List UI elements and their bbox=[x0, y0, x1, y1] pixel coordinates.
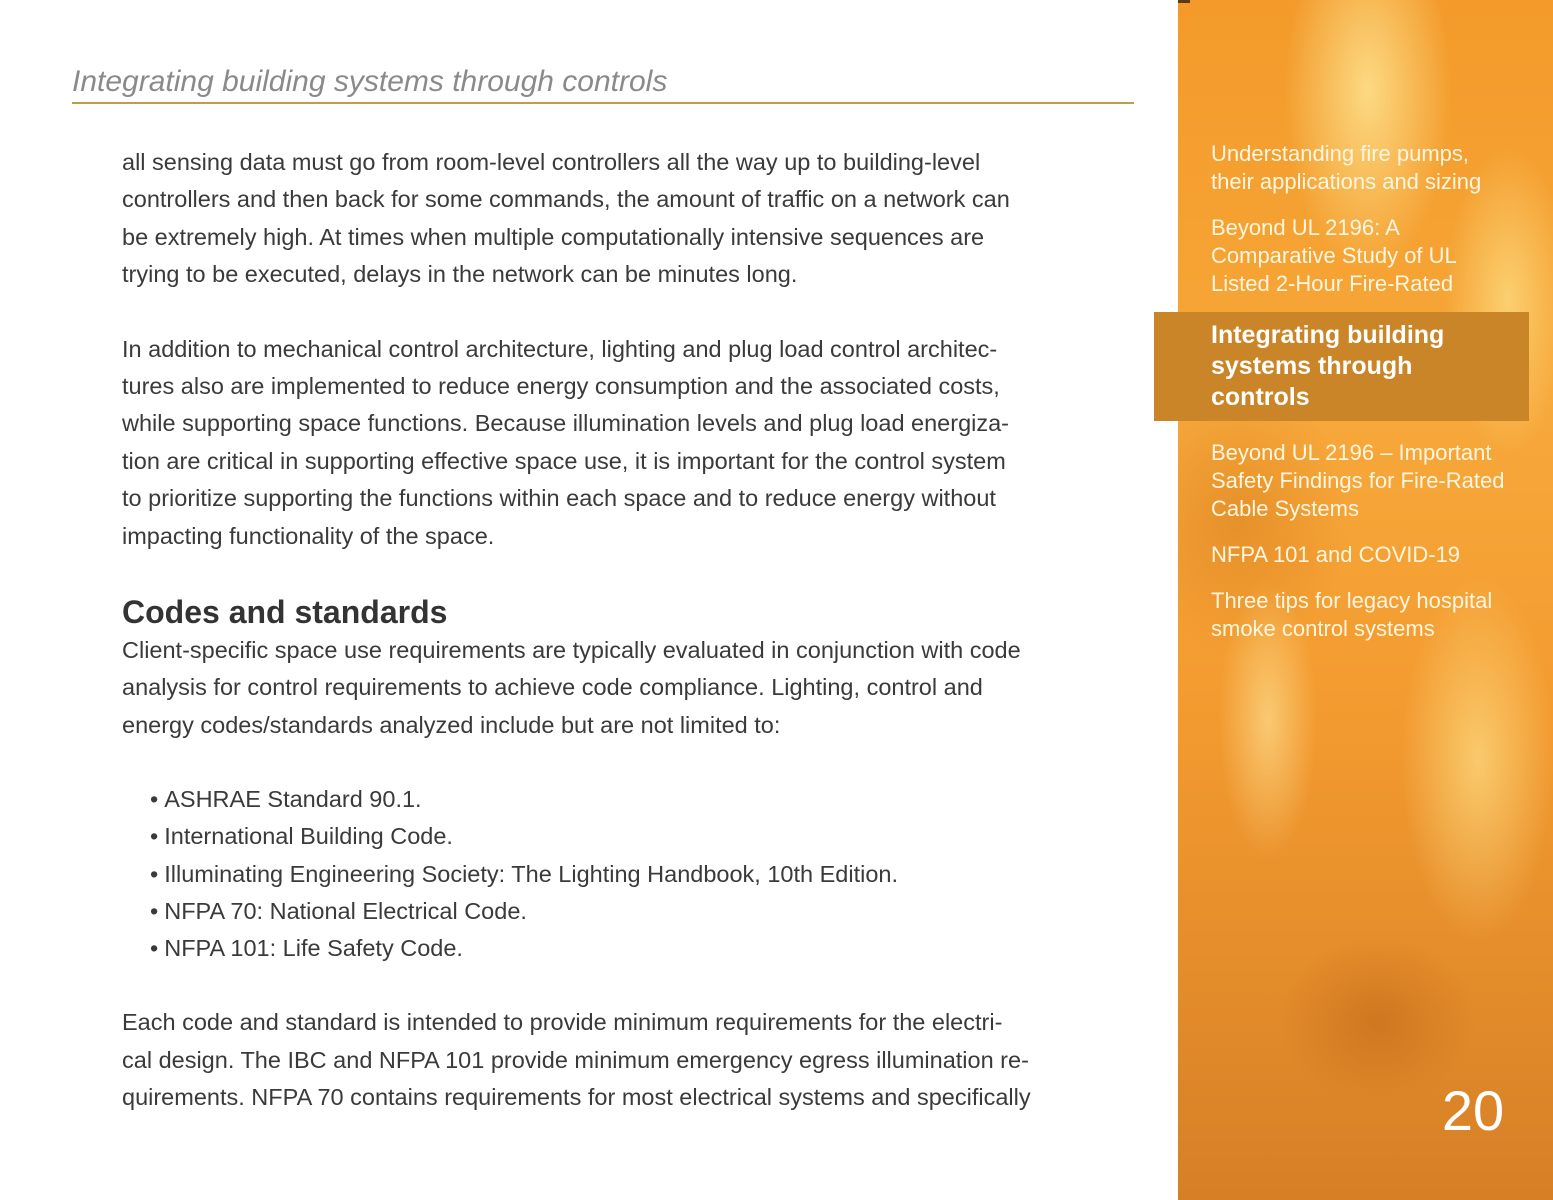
text-line: to prioritize supporting the functions within each space and to reduce energy without bbox=[122, 485, 996, 512]
page-number: 20 bbox=[1441, 1079, 1505, 1142]
nav-item-hospital-smoke-control[interactable] bbox=[1211, 587, 1531, 643]
nav-item-label: Safety Findings for Fire-Rated bbox=[1211, 468, 1505, 493]
text-line: impacting functionality of the space. bbox=[122, 522, 495, 549]
text-line: be extremely high. At times when multiple computationally intensive sequences are bbox=[122, 223, 985, 250]
nav-item-fire-pumps[interactable] bbox=[1211, 140, 1531, 196]
nav-item-label: NFPA 101 and COVID-19 bbox=[1211, 542, 1461, 567]
paragraph-codes-intro bbox=[122, 632, 1112, 744]
paragraph-lighting-plug-load bbox=[122, 331, 1112, 555]
text-line: Each code and standard is intended to provide minimum requirements for the electri- bbox=[122, 1009, 1003, 1036]
nav-item-label: Cable Systems bbox=[1211, 496, 1359, 521]
article-nav bbox=[1211, 140, 1531, 661]
nav-item-integrating-systems-active[interactable] bbox=[1154, 312, 1529, 421]
text-line: energy codes/standards analyzed include but are not limited to: bbox=[122, 711, 781, 738]
text-line: analysis for control requirements to achieve code compliance. Lighting, control and bbox=[122, 674, 983, 701]
text-line: quirements. NFPA 70 contains requirements for most electrical systems and specifically bbox=[122, 1084, 1031, 1111]
corner-mark bbox=[1178, 0, 1190, 3]
text-line: trying to be executed, delays in the network can be minutes long. bbox=[122, 261, 798, 288]
text-line: all sensing data must go from room-level controllers all the way up to building-level bbox=[122, 149, 981, 175]
nav-item-label: controls bbox=[1211, 383, 1310, 411]
nav-item-label: Beyond UL 2196: A bbox=[1211, 215, 1400, 240]
bullet-item: • International Building Code. bbox=[150, 818, 1112, 855]
nav-item-label: smoke control systems bbox=[1211, 616, 1435, 641]
text-line: cal design. The IBC and NFPA 101 provide minimum emergency egress illumination re- bbox=[122, 1046, 1029, 1073]
nav-item-label: Integrating building bbox=[1211, 321, 1445, 349]
nav-item-label: their applications and sizing bbox=[1211, 169, 1482, 194]
paragraph-network-traffic bbox=[122, 144, 1112, 294]
nav-item-label: Understanding fire pumps, bbox=[1211, 141, 1470, 166]
nav-item-label: Three tips for legacy hospital bbox=[1211, 588, 1493, 613]
text-line: tures also are implemented to reduce energy consumption and the associated costs, bbox=[122, 373, 1000, 400]
text-line: while supporting space functions. Because illumination levels and plug load energiza- bbox=[122, 410, 1010, 437]
article-body bbox=[122, 144, 1112, 1154]
text-line: Client-specific space use requirements are typically evaluated in conjunction with code bbox=[122, 637, 1021, 664]
section-heading-codes: Codes and standards bbox=[122, 594, 448, 631]
nav-item-ul2196-comparative[interactable] bbox=[1211, 214, 1531, 298]
sidebar-flame-panel bbox=[1178, 0, 1553, 1200]
bullet-item: • NFPA 101: Life Safety Code. bbox=[150, 930, 1112, 967]
bullet-item: • ASHRAE Standard 90.1. bbox=[150, 781, 1112, 818]
running-header-title: Integrating building systems through controls bbox=[72, 60, 1134, 104]
bullet-item: • Illuminating Engineering Society: The Lighting Handbook, 10th Edition. bbox=[150, 856, 1112, 893]
text-line: In addition to mechanical control architecture, lighting and plug load control architec- bbox=[122, 335, 998, 362]
nav-item-ul2196-findings[interactable] bbox=[1211, 439, 1531, 523]
nav-item-label: systems through bbox=[1211, 352, 1413, 380]
nav-item-label: Comparative Study of UL bbox=[1211, 243, 1457, 268]
paragraph-minimum-requirements bbox=[122, 1004, 1112, 1116]
text-line: controllers and then back for some commands, the amount of traffic on a network can bbox=[122, 186, 1010, 213]
standards-bullet-list bbox=[122, 781, 1112, 967]
nav-item-label: Listed 2-Hour Fire-Rated bbox=[1211, 271, 1454, 296]
nav-item-nfpa101-covid[interactable] bbox=[1211, 541, 1531, 569]
bullet-item: • NFPA 70: National Electrical Code. bbox=[150, 893, 1112, 930]
nav-item-label: Beyond UL 2196 – Important bbox=[1211, 440, 1492, 465]
text-line: tion are critical in supporting effective space use, it is important for the control system bbox=[122, 447, 1006, 474]
